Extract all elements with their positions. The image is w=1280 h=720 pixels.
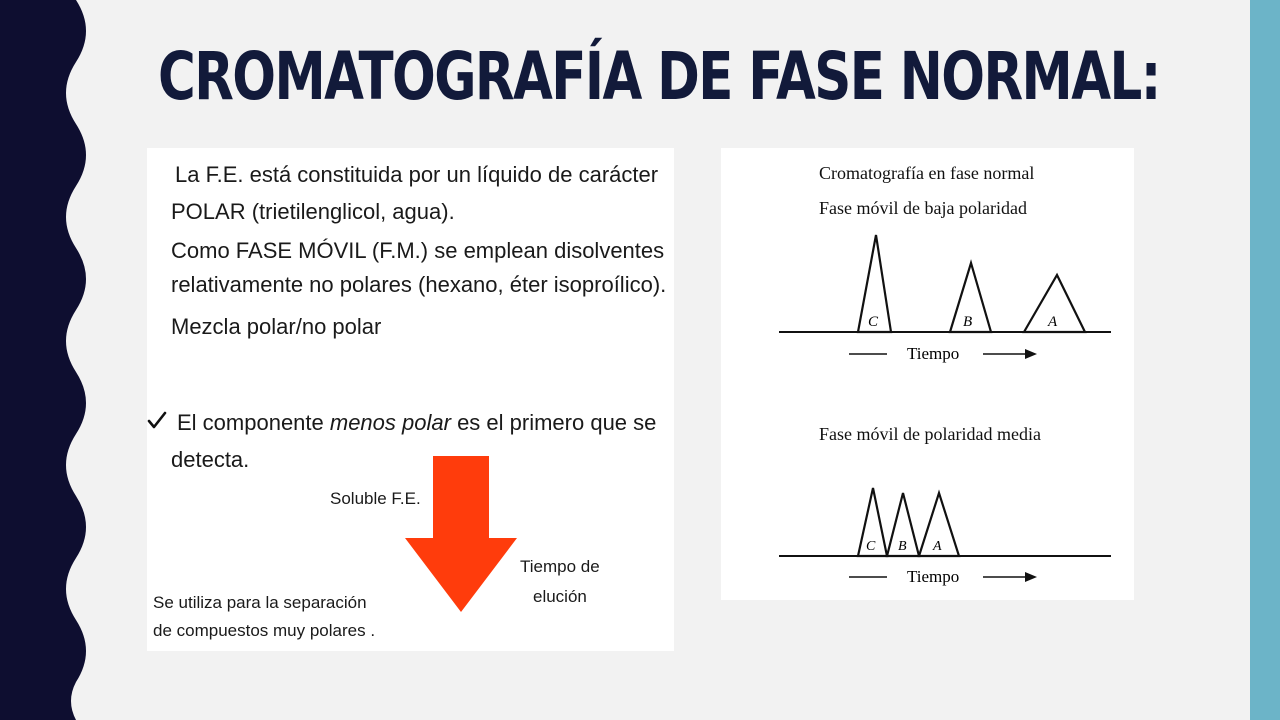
bullet-text xyxy=(177,406,656,439)
elution-time-label: Tiempo de xyxy=(520,557,600,576)
time-axis-label: Tiempo xyxy=(907,344,960,363)
peak-label: C xyxy=(866,539,876,554)
down-arrow-icon xyxy=(405,456,517,612)
arrowhead-icon xyxy=(1025,349,1037,359)
peak-label: B xyxy=(963,314,973,330)
bullet-text-continued: detecta. xyxy=(171,447,250,472)
chromatogram-subtitle-low: Fase móvil de baja polaridad xyxy=(819,198,1027,218)
text-line: relativamente no polares (hexano, éter isoproílico). xyxy=(171,272,667,297)
elution-time-label: elución xyxy=(533,587,587,606)
chromatogram-panel xyxy=(721,148,1134,600)
text-line: Mezcla polar/no polar xyxy=(171,314,382,339)
chromatogram-title: Cromatografía en fase normal xyxy=(819,163,1035,183)
bullet-text-pre: El componente xyxy=(177,410,330,435)
chromatogram-subtitle-medium: Fase móvil de polaridad media xyxy=(819,424,1041,444)
text-line: POLAR (trietilenglicol, agua). xyxy=(171,199,455,224)
right-accent-stripe xyxy=(1250,0,1280,720)
checkmark-icon xyxy=(147,410,167,430)
peak-label: A xyxy=(1048,314,1058,330)
bullet-text-emphasis: menos polar xyxy=(329,410,451,435)
peak-label: C xyxy=(868,314,879,330)
slide-title: CROMATOGRAFÍA DE FASE NORMAL: xyxy=(158,38,1160,115)
time-axis-label: Tiempo xyxy=(907,567,960,586)
text-panel xyxy=(147,148,674,651)
left-decorative-band xyxy=(0,0,100,720)
usage-note: de compuestos muy polares . xyxy=(153,621,376,640)
soluble-label: Soluble F.E. xyxy=(330,489,421,508)
arrowhead-icon xyxy=(1025,572,1037,582)
chromatogram-drawing xyxy=(721,148,1134,600)
text-line: Como FASE MÓVIL (F.M.) se emplean disolventes xyxy=(171,238,665,263)
bullet-text-post: es el primero que se xyxy=(450,410,657,435)
peak-label: A xyxy=(933,539,942,554)
text-line: La F.E. está constituida por un líquido de carácter xyxy=(175,162,659,187)
peak-label: B xyxy=(898,539,907,554)
usage-note: Se utiliza para la separación xyxy=(153,593,367,612)
